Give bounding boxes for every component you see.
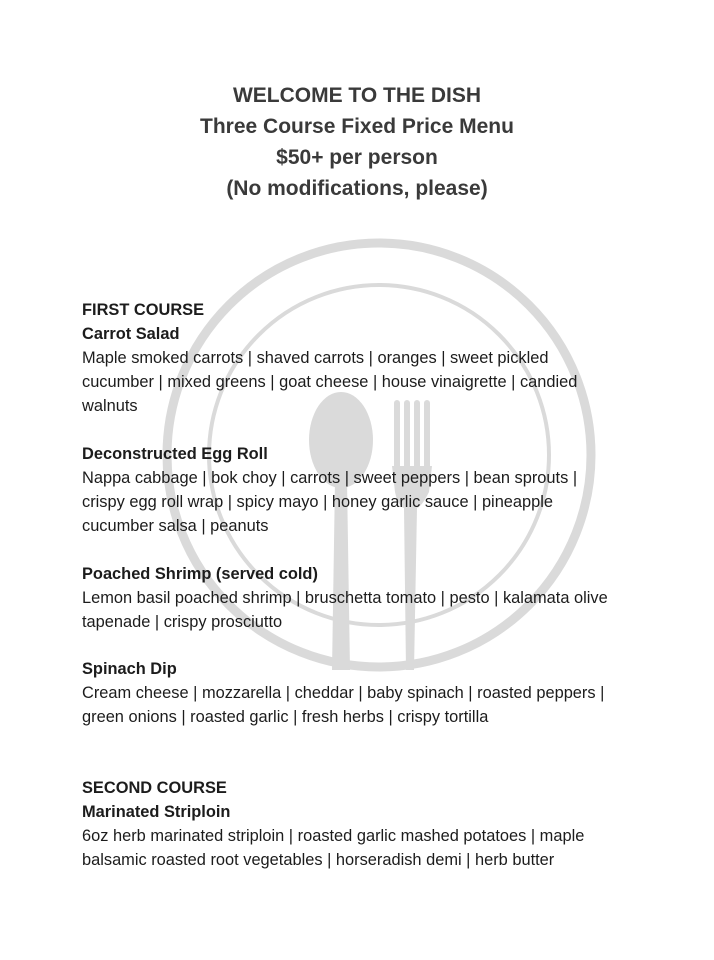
dish-description-line: Nappa cabbage | bok choy | carrots | sweet peppers | bean sprouts | <box>82 469 578 487</box>
modification-note: (No modifications, please) <box>226 177 488 200</box>
dish-name-striploin: Marinated Striploin <box>82 803 231 821</box>
dish-description-line: crispy egg roll wrap | spicy mayo | honey garlic sauce | pineapple <box>82 493 554 511</box>
dish-name-poached-shrimp: Poached Shrimp (served cold) <box>82 565 318 583</box>
dish-description-line: Lemon basil poached shrimp | bruschetta tomato | pesto | kalamata olive <box>82 589 608 607</box>
second-course-title: SECOND COURSE <box>82 779 227 797</box>
dish-description-line: walnuts <box>82 397 138 415</box>
dish-description-line: green onions | roasted garlic | fresh herbs | crispy tortilla <box>82 708 489 726</box>
menu-subtitle: Three Course Fixed Price Menu <box>200 115 514 138</box>
price-line: $50+ per person <box>276 146 438 169</box>
dish-name-carrot-salad: Carrot Salad <box>82 325 180 343</box>
welcome-title: WELCOME TO THE DISH <box>232 84 482 107</box>
dish-description-line: balsamic roasted root vegetables | horseradish demi | herb butter <box>82 851 555 869</box>
dish-description-line: cucumber salsa | peanuts <box>82 517 269 535</box>
dish-name-spinach-dip: Spinach Dip <box>82 660 177 678</box>
dish-description-line: cucumber | mixed greens | goat cheese | house vinaigrette | candied <box>82 373 578 391</box>
dish-description-line: tapenade | crispy prosciutto <box>82 613 283 631</box>
dish-description-line: Maple smoked carrots | shaved carrots | oranges | sweet pickled <box>82 349 549 367</box>
menu-header <box>0 80 714 204</box>
dish-description-line: Cream cheese | mozzarella | cheddar | baby spinach | roasted peppers | <box>82 684 605 702</box>
first-course-title: FIRST COURSE <box>82 301 205 319</box>
dish-description-line: 6oz herb marinated striploin | roasted garlic mashed potatoes | maple <box>82 827 585 845</box>
dish-name-egg-roll: Deconstructed Egg Roll <box>82 445 268 463</box>
